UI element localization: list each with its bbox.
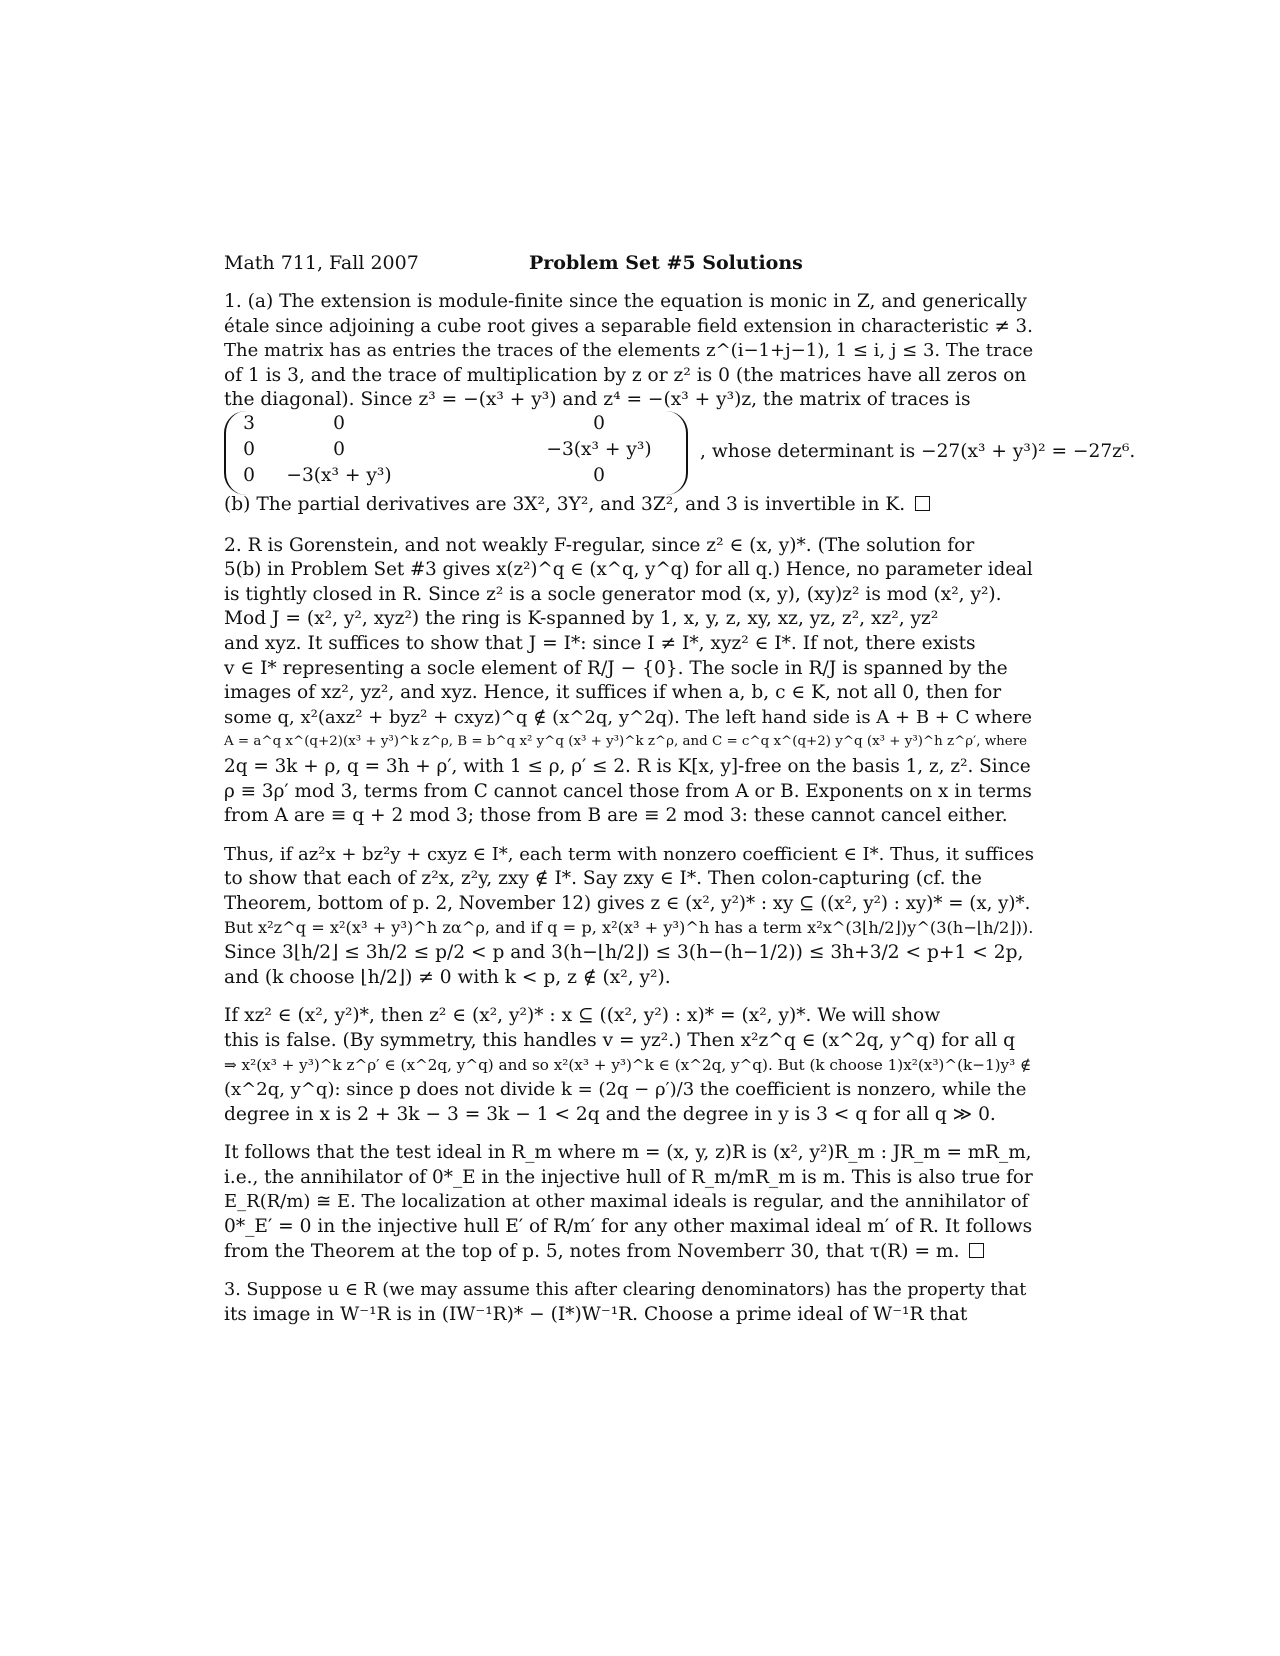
matrix-cell: 0 xyxy=(593,464,605,486)
problem-1-text xyxy=(224,290,1034,413)
matrix-cell: 0 xyxy=(593,412,605,434)
text-line: The matrix has as entries the traces of the elements z^(i−1+j−1), 1 ≤ i, j ≤ 3. The trace xyxy=(224,340,1034,362)
text-line: 2q = 3k + ρ, q = 3h + ρ′, with 1 ≤ ρ, ρ′ ≤ 2. R is K[x, y]-free on the basis 1, z, z². Since xyxy=(224,755,1031,777)
text-line: of 1 is 3, and the trace of multiplication by z or z² is 0 (the matrices have all zeros on xyxy=(224,364,1027,386)
text-line: But x²z^q = x²(x³ + y³)^h zα^ρ, and if q = p, x²(x³ + y³)^h has a term x²x^(3⌊h/2⌋)y^(3(h−⌊h/2⌋)). xyxy=(224,918,1034,938)
text-line: from A are ≡ q + 2 mod 3; those from B are ≡ 2 mod 3: these cannot cancel either. xyxy=(224,805,1008,827)
text-line: E_R(R/m) ≅ E. The localization at other maximal ideals is regular, and the annihilator of xyxy=(224,1191,1029,1213)
problem-3-text xyxy=(224,1278,1034,1327)
problem-1b-text xyxy=(224,493,1034,518)
page-title: Problem Set #5 Solutions xyxy=(529,252,803,274)
text-line: i.e., the annihilator of 0*_E in the injective hull of R_m/mR_m is m. This is also true for xyxy=(224,1166,1033,1188)
problem-2-paragraph-1 xyxy=(224,534,1034,829)
text-line: 2. R is Gorenstein, and not weakly F-regular, since z² ∈ (x, y)*. (The solution for xyxy=(224,534,975,556)
problem-2-paragraph-2 xyxy=(224,843,1034,991)
text-line: (x^2q, y^q): since p does not divide k = (2q − ρ′)/3 the coefficient is nonzero, while the xyxy=(224,1079,1027,1101)
text-line: and (k choose ⌊h/2⌋) ≠ 0 with k < p, z ∉ (x², y²). xyxy=(224,966,671,988)
matrix-cell: −3(x³ + y³) xyxy=(286,464,392,486)
text-line: and xyz. It suffices to show that J = I*: since I ≠ I*, xyz² ∈ I*. If not, there exists xyxy=(224,632,976,654)
text-line: 5(b) in Problem Set #3 gives x(z²)^q ∈ (x^q, y^q) for all q.) Hence, no parameter ideal xyxy=(224,559,1033,581)
matrix-cell: 3 xyxy=(243,412,255,434)
qed-box-icon xyxy=(969,1243,984,1258)
page xyxy=(224,240,1136,1327)
text-line: 3. Suppose u ∈ R (we may assume this after clearing denominators) has the property that xyxy=(224,1280,1027,1301)
matrix-cell: 0 xyxy=(333,412,345,434)
text-line: It follows that the test ideal in R_m where m = (x, y, z)R is (x², y²)R_m : JR_m = mR_m, xyxy=(224,1142,1032,1164)
text-line: 0*_E′ = 0 in the injective hull E′ of R/m′ for any other maximal ideal m′ of R. It follows xyxy=(224,1216,1033,1237)
text-line: v ∈ I* representing a socle element of R/J − {0}. The socle in R/J is spanned by the xyxy=(224,657,1008,679)
text-line: the diagonal). Since z³ = −(x³ + y³) and z⁴ = −(x³ + y³)z, the matrix of traces is xyxy=(224,389,971,411)
text-line: to show that each of z²x, z²y, zxy ∉ I*. Say zxy ∈ I*. Then colon-capturing (cf. the xyxy=(224,868,982,890)
determinant-text: , whose determinant is −27(x³ + y³)² = −27z⁶. xyxy=(700,440,1136,462)
problem-2-paragraph-4 xyxy=(224,1141,1034,1264)
text-line: ⇒ x²(x³ + y³)^k z^ρ′ ∈ (x^2q, y^q) and so x²(x³ + y³)^k ∈ (x^2q, y^q). But (k choose 1)x²(x³)^(k−1)y³ ∉ xyxy=(224,1056,1032,1075)
course-label: Math 711, Fall 2007 xyxy=(224,252,419,274)
text-line: is tightly closed in R. Since z² is a socle generator mod (x, y), (xy)z² is mod (x², y²). xyxy=(224,583,1002,605)
text-line: Theorem, bottom of p. 2, November 12) gives z ∈ (x², y²)* : xy ⊆ ((x², y²) : xy)* = (x, y)*. xyxy=(224,892,1031,914)
matrix-cell: −3(x³ + y³) xyxy=(546,438,652,460)
text-line: ρ ≡ 3ρ′ mod 3, terms from C cannot cancel those from A or B. Exponents on x in terms xyxy=(224,780,1032,802)
text-line: some q, x²(axz² + byz² + cxyz)^q ∉ (x^2q, y^2q). The left hand side is A + B + C where xyxy=(224,706,1032,728)
problem-2-paragraph-3 xyxy=(224,1004,1034,1127)
text-line: Thus, if az²x + bz²y + cxyz ∈ I*, each term with nonzero coefficient ∈ I*. Thus, it suffices xyxy=(224,843,1035,865)
text-line: degree in x is 2 + 3k − 3 = 3k − 1 < 2q and the degree in y is 3 < q for all q ≫ 0. xyxy=(224,1103,996,1125)
text-line: A = a^q x^(q+2)(x³ + y³)^k z^ρ, B = b^q x² y^q (x³ + y³)^k z^ρ, and C = c^q x^(q+2) y^q (x³ + y³)^h z^ρ′, where xyxy=(224,734,1028,750)
matrix-right-paren xyxy=(666,411,688,495)
text-line: Mod J = (x², y², xyz²) the ring is K-spanned by 1, x, y, z, xy, xz, yz, z², xz², yz² xyxy=(224,608,939,630)
trace-matrix xyxy=(224,412,1136,493)
matrix-cell: 0 xyxy=(243,438,255,460)
text-line: 1. (a) The extension is module-finite since the equation is monic in Z, and generically xyxy=(224,291,1027,312)
text-line: Since 3⌊h/2⌋ ≤ 3h/2 ≤ p/2 < p and 3(h−⌊h/2⌋) ≤ 3(h−(h−1/2)) ≤ 3h+3/2 < p+1 < 2p, xyxy=(224,942,1024,964)
text-line: this is false. (By symmetry, this handles v = yz².) Then x²z^q ∈ (x^2q, y^q) for all q xyxy=(224,1029,1016,1051)
text-line: images of xz², yz², and xyz. Hence, it suffices if when a, b, c ∈ K, not all 0, then for xyxy=(224,682,1002,704)
matrix-cell: 0 xyxy=(333,438,345,460)
text-line: from the Theorem at the top of p. 5, notes from Novemberr 30, that τ(R) = m. xyxy=(224,1240,960,1262)
page-header xyxy=(224,240,1034,276)
matrix-cell: 0 xyxy=(243,464,255,486)
qed-box-icon xyxy=(915,496,930,511)
text-line: (b) The partial derivatives are 3X², 3Y², and 3Z², and 3 is invertible in K. xyxy=(224,493,906,515)
text-line: étale since adjoining a cube root gives a separable field extension in characteristic ≠ 3. xyxy=(224,315,1033,337)
text-line: its image in W⁻¹R is in (IW⁻¹R)* − (I*)W⁻¹R. Choose a prime ideal of W⁻¹R that xyxy=(224,1303,968,1325)
text-line: If xz² ∈ (x², y²)*, then z² ∈ (x², y²)* : x ⊆ ((x², y²) : x)* = (x², y)*. We will show xyxy=(224,1005,941,1027)
